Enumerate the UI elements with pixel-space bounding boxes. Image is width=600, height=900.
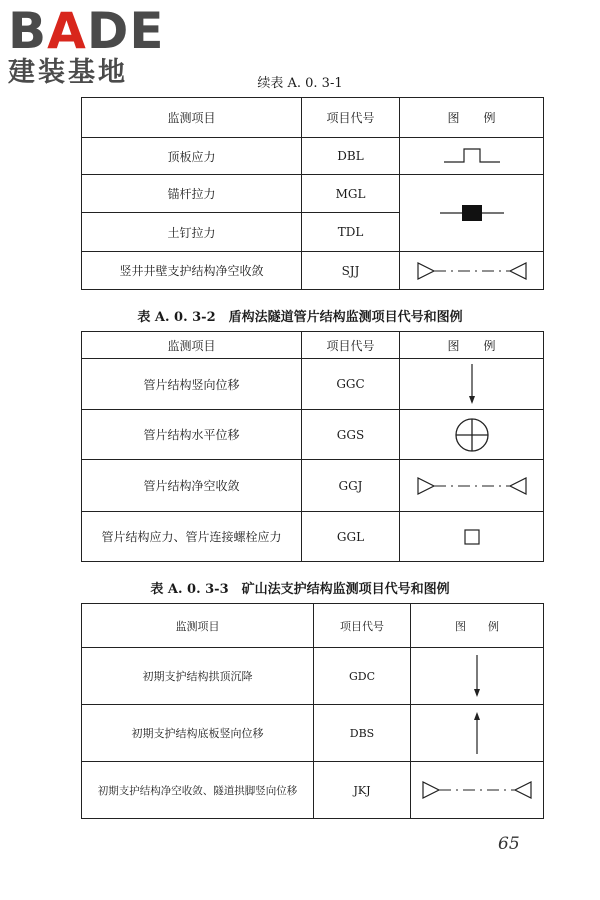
- raised-box-line-icon: [432, 145, 512, 167]
- code-cell: JKJ: [314, 762, 411, 819]
- arrow-down-icon: [462, 362, 482, 406]
- item-cell: 初期支护结构净空收敛、隧道拱脚竖向位移: [82, 762, 314, 819]
- header-cell: 图 例: [400, 98, 544, 138]
- item-cell: 锚杆拉力: [82, 175, 302, 213]
- table3: [81, 603, 544, 819]
- page-number: 65: [498, 834, 520, 854]
- item-cell: 顶板应力: [82, 138, 302, 175]
- logo-letter-a: A: [47, 2, 87, 60]
- logo-letters-de: DE: [86, 2, 165, 60]
- item-cell: 管片结构竖向位移: [82, 359, 302, 410]
- code-cell: DBL: [302, 138, 400, 175]
- triangles-dashdot-icon: [412, 259, 532, 283]
- header-cell: 项目代号: [314, 604, 411, 648]
- header-cell: 项目代号: [302, 332, 400, 359]
- table3-header-row: [82, 604, 544, 648]
- table-row: [82, 762, 544, 819]
- code-cell: GGC: [302, 359, 400, 410]
- triangles-dashdot-icon: [418, 778, 536, 802]
- arrow-down-icon: [467, 653, 487, 699]
- table-row: [82, 705, 544, 762]
- item-cell: 土钉拉力: [82, 213, 302, 252]
- table1: [81, 97, 544, 290]
- filled-box-line-icon: [432, 202, 512, 224]
- code-cell: GDC: [314, 648, 411, 705]
- legend-cell: [400, 460, 544, 512]
- table-row: [82, 138, 544, 175]
- item-cell: 管片结构净空收敛: [82, 460, 302, 512]
- header-cell: 监测项目: [82, 604, 314, 648]
- table-row: [82, 410, 544, 460]
- circle-cross-icon: [452, 415, 492, 455]
- legend-cell: [400, 410, 544, 460]
- small-square-icon: [462, 527, 482, 547]
- code-cell: GGL: [302, 512, 400, 562]
- code-cell: GGS: [302, 410, 400, 460]
- table3-caption: 表 A. 0. 3-3 矿山法支护结构监测项目代号和图例: [150, 582, 450, 597]
- item-cell: 管片结构水平位移: [82, 410, 302, 460]
- legend-cell: [400, 359, 544, 410]
- table-row: [82, 460, 544, 512]
- code-cell: GGJ: [302, 460, 400, 512]
- header-cell: 图 例: [411, 604, 544, 648]
- code-cell: TDL: [302, 213, 400, 252]
- header-cell: 项目代号: [302, 98, 400, 138]
- logo-wordmark: [8, 2, 178, 60]
- legend-cell: [400, 175, 544, 252]
- logo-subtitle: 建装基地: [8, 57, 128, 88]
- table-row: [82, 252, 544, 290]
- header-cell: 监测项目: [82, 98, 302, 138]
- legend-cell: [400, 512, 544, 562]
- table1-header-row: [82, 98, 544, 138]
- legend-cell: [400, 252, 544, 290]
- header-cell: 监测项目: [82, 332, 302, 359]
- legend-cell: [411, 648, 544, 705]
- legend-cell: [400, 138, 544, 175]
- item-cell: 初期支护结构底板竖向位移: [82, 705, 314, 762]
- code-cell: MGL: [302, 175, 400, 213]
- table-row: [82, 512, 544, 562]
- arrow-up-icon: [467, 710, 487, 756]
- logo-letter-b: B: [8, 2, 48, 60]
- code-cell: SJJ: [302, 252, 400, 290]
- table2-header-row: [82, 332, 544, 359]
- table1-caption: 续表 A. 0. 3-1: [257, 76, 343, 91]
- table2: [81, 331, 544, 562]
- triangles-dashdot-icon: [412, 474, 532, 498]
- table-row: [82, 359, 544, 410]
- legend-cell: [411, 705, 544, 762]
- header-cell: 图 例: [400, 332, 544, 359]
- item-cell: 竖井井壁支护结构净空收敛: [82, 252, 302, 290]
- item-cell: 管片结构应力、管片连接螺栓应力: [82, 512, 302, 562]
- table2-caption: 表 A. 0. 3-2 盾构法隧道管片结构监测项目代号和图例: [137, 310, 463, 325]
- item-cell: 初期支护结构拱顶沉降: [82, 648, 314, 705]
- table-row: [82, 175, 544, 213]
- legend-cell: [411, 762, 544, 819]
- code-cell: DBS: [314, 705, 411, 762]
- table-row: [82, 648, 544, 705]
